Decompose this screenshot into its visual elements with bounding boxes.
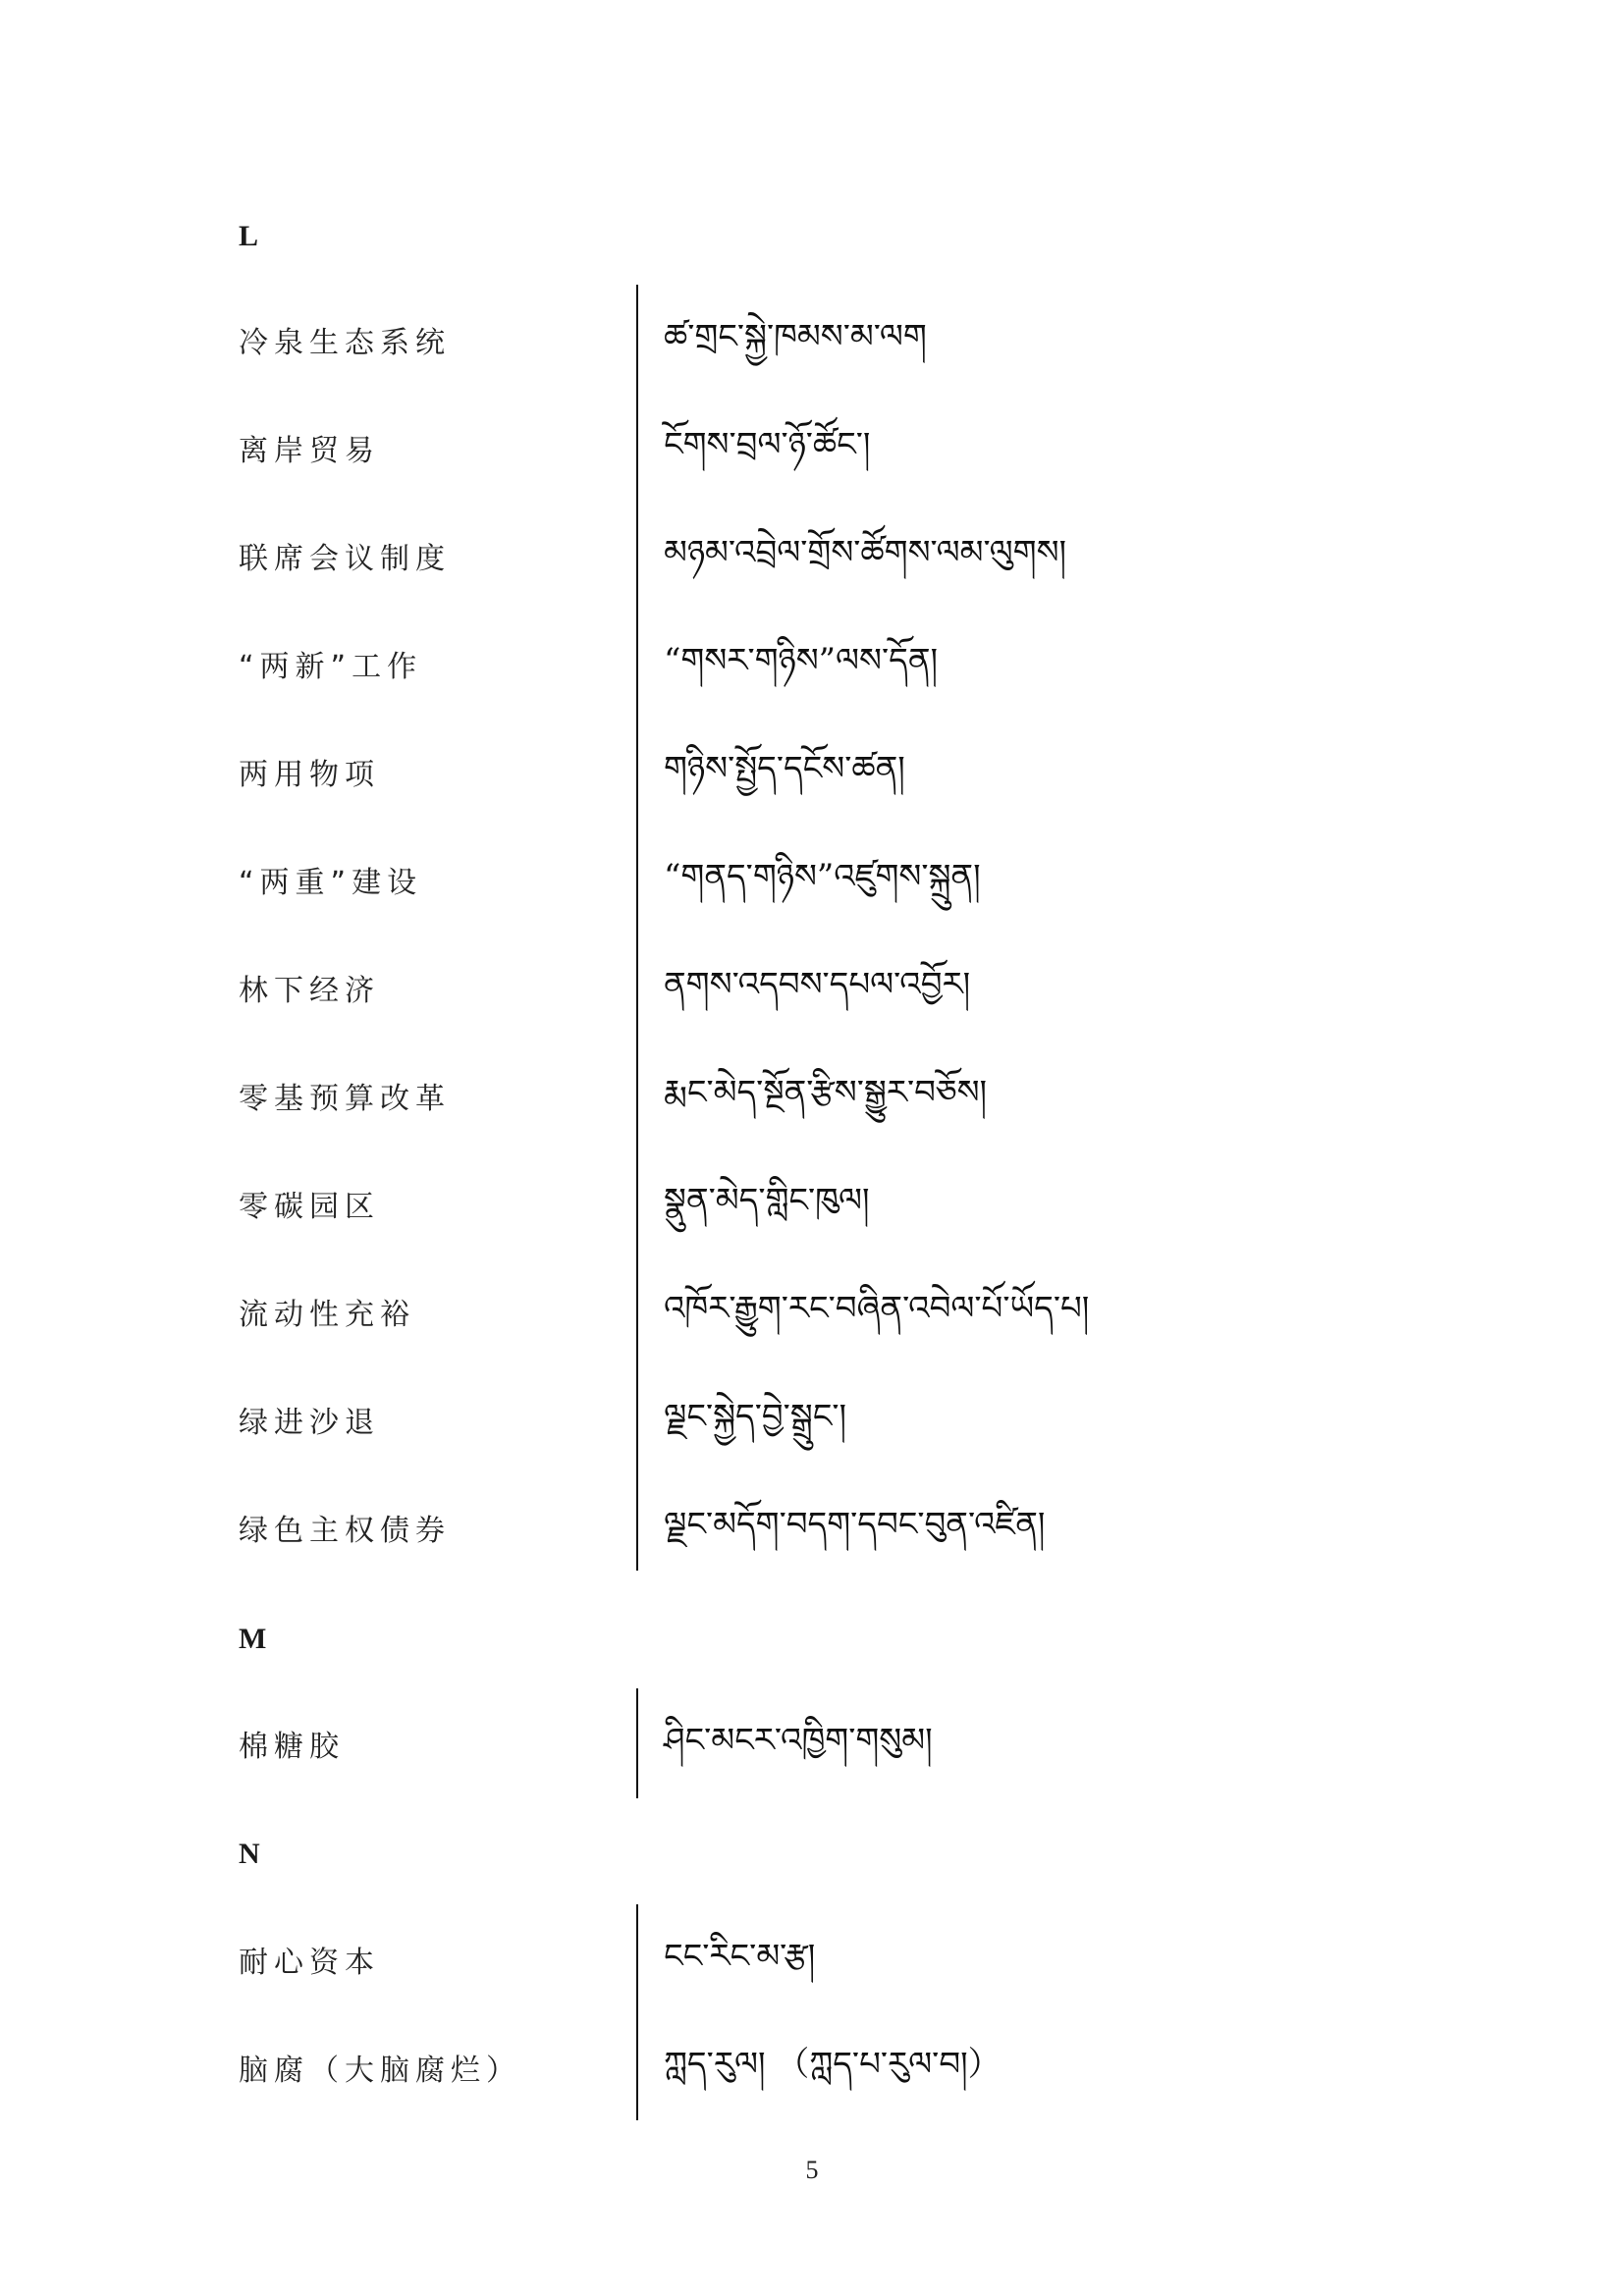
chinese-term: 两用物项 — [239, 758, 380, 792]
entry-row — [0, 528, 1624, 587]
chinese-term: “两新”工作 — [239, 650, 423, 684]
section-letter-m: M — [239, 1623, 267, 1655]
entry-row — [0, 1284, 1624, 1343]
chinese-term: 零碳园区 — [239, 1190, 380, 1224]
entry-row — [0, 852, 1624, 911]
chinese-term: 绿进沙退 — [239, 1406, 380, 1440]
tibetan-term: ལྗང་མདོག་བདག་དབང་བུན་འཛིན། — [664, 1505, 1046, 1544]
tibetan-term: གཉིས་སྤྱོད་དངོས་ཚན། — [664, 749, 905, 788]
tibetan-term: སྣུན་མེད་གླིང་ཁུལ། — [664, 1181, 870, 1220]
entry-row — [0, 1716, 1624, 1775]
entry-row — [0, 1392, 1624, 1451]
section-letter-n: N — [239, 1838, 260, 1870]
tibetan-term: “གནད་གཉིས”འཛུགས་སྐྲུན། — [664, 857, 981, 896]
entry-row — [0, 960, 1624, 1019]
chinese-term: 离岸贸易 — [239, 434, 380, 468]
tibetan-term: རྨང་མེད་སྔོན་རྩིས་སྒྱུར་བཅོས། — [664, 1073, 988, 1112]
tibetan-term: ནགས་འདབས་དཔལ་འབྱོར། — [664, 965, 971, 1004]
entry-row — [0, 1176, 1624, 1235]
tibetan-term: ལྗང་སྐྱེད་བྱེ་སྒྲུང་། — [664, 1397, 847, 1436]
chinese-term: “两重”建设 — [239, 866, 423, 900]
tibetan-term: ཀླད་རུལ། （ཀླད་པ་རུལ་བ།） — [664, 2045, 1001, 2084]
tibetan-term: ངང་རིང་མ་རྩ། — [664, 1937, 816, 1976]
chinese-term: 零基预算改革 — [239, 1082, 451, 1116]
chinese-term: 脑腐（大脑腐烂） — [239, 2054, 521, 2088]
chinese-term: 绿色主权债券 — [239, 1514, 451, 1548]
entry-row — [0, 1500, 1624, 1559]
entry-row — [0, 744, 1624, 803]
entry-row — [0, 2040, 1624, 2099]
entry-row — [0, 420, 1624, 479]
chinese-term: 流动性充裕 — [239, 1298, 415, 1332]
entry-row — [0, 1932, 1624, 1991]
entry-row — [0, 1068, 1624, 1127]
tibetan-term: འཁོར་རྒྱུག་རང་བཞིན་འབེལ་པོ་ཡོད་པ། — [664, 1289, 1090, 1328]
tibetan-term: ཤིང་མངར་འཁྱིག་གསུམ། — [664, 1721, 933, 1760]
entry-row — [0, 636, 1624, 695]
tibetan-term: ངོགས་བྲལ་ཉོ་ཚོང་། — [664, 425, 871, 464]
chinese-term: 棉糖胶 — [239, 1730, 345, 1764]
tibetan-term: ཚ་གྲང་སྐྱེ་ཁམས་མ་ལག — [664, 317, 927, 356]
chinese-term: 冷泉生态系统 — [239, 326, 451, 360]
page-number: 5 — [805, 2156, 819, 2184]
chinese-term: 耐心资本 — [239, 1946, 380, 1980]
section-letter-l: L — [239, 220, 259, 252]
entry-row — [0, 312, 1624, 371]
chinese-term: 林下经济 — [239, 974, 380, 1008]
tibetan-term: “གསར་གཉིས”ལས་དོན། — [664, 641, 939, 680]
chinese-term: 联席会议制度 — [239, 542, 451, 576]
tibetan-term: མཉམ་འབྲེལ་གྲོས་ཚོགས་ལམ་ལུགས། — [664, 533, 1067, 572]
